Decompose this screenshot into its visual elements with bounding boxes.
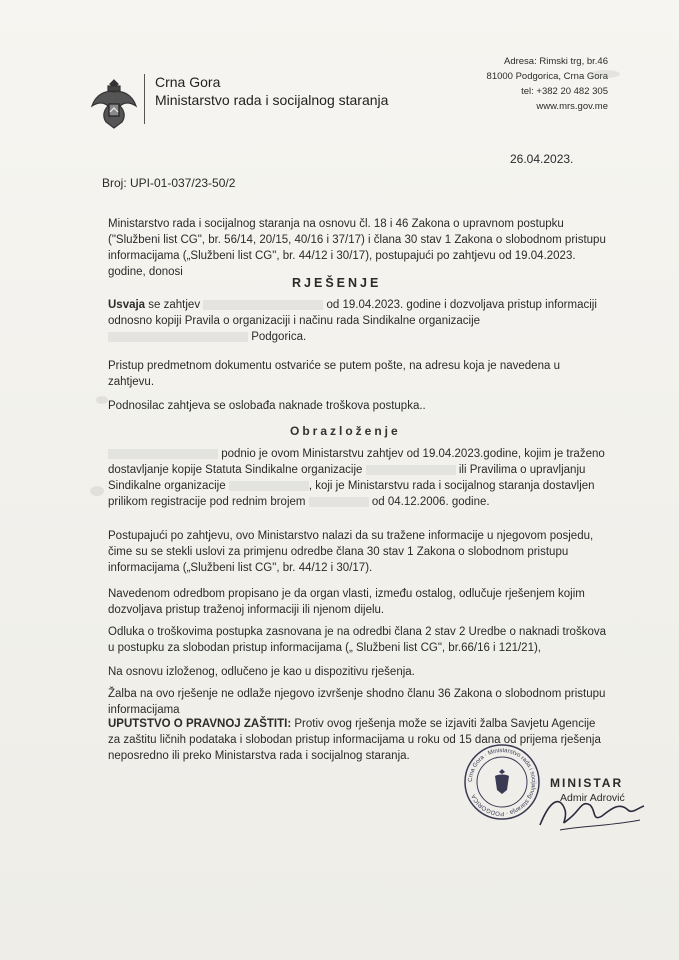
reasoning-title: Obrazloženje xyxy=(290,424,401,438)
decision-paragraph-2: Pristup predmetnom dokumentu ostvariće se putem pošte, na adresu koja je navedena u zahtjevu. xyxy=(108,360,560,388)
scan-smudge xyxy=(590,70,620,78)
handwritten-signature xyxy=(520,780,650,840)
decision-paragraph-3: Podnosilac zahtjeva se oslobađa naknade troškova postupka.. xyxy=(108,400,426,412)
address-city: 81000 Podgorica, Crna Gora xyxy=(486,71,608,82)
address-web: www.mrs.gov.me xyxy=(536,101,608,112)
reasoning-paragraph-1 xyxy=(108,446,608,510)
reasoning-paragraph-5: Na osnovu izloženog, odlučeno je kao u dispozitivu rješenja. xyxy=(108,666,415,678)
seal-text: Crna Gora · Ministarstvo rada i socijalnog staranja · PODGORICA xyxy=(467,747,537,817)
decision-verb: Usvaja xyxy=(108,299,146,311)
reasoning-text-b: ili Pravilima o upravljanju Sindikalne organizacije xyxy=(108,464,586,492)
scan-smudge xyxy=(90,486,104,496)
document-date: 26.04.2023. xyxy=(510,152,574,166)
reasoning-text-d: od 04.12.2006. godine. xyxy=(371,496,490,508)
legal-remedy-label: UPUTSTVO O PRAVNOJ ZAŠTITI: xyxy=(108,718,292,730)
intro-paragraph: Ministarstvo rada i socijalnog staranja na osnovu čl. 18 i 46 Zakona o upravnom postupku ("Službeni list CG", br. 56/14, 20/15, 40/16 i 37/17) i člana 30 stav 1 Zakona o slobodnom pristupu informacijama („Službeni list CG", br. 44/12 i 30/17), postupajući po zahtjevu od 19.04.2023. godine, donosi xyxy=(108,218,606,278)
signatory-name: Admir Adrović xyxy=(560,792,625,804)
signatory-title: MINISTAR xyxy=(550,776,624,790)
reasoning-paragraph-2: Postupajući po zahtjevu, ovo Ministarstvo nalazi da su tražene informacije u njegovom posjedu, čime su se stekli uslovi za primjenu odredbe člana 30 stav 1 Zakona o slobodnom pristupu informacijama („Službeni list CG", br. 44/12 i 30/17). xyxy=(108,530,594,574)
reasoning-paragraph-3: Navedenom odredbom propisano je da organ vlasti, između ostalog, odlučuje rješenjem kojim dozvoljava pristup traženoj informaciji ili njenom dijelu. xyxy=(108,588,585,616)
scan-smudge xyxy=(96,396,108,404)
decision-paragraph-1 xyxy=(108,297,608,345)
header-divider xyxy=(144,74,145,124)
legal-remedy-text: Protiv ovog rješenja može se izjaviti žalba Savjetu Agencije za zaštitu ličnih podataka i slobodan pristup informacijama u roku od 15 dana od prijema rješenja neposredno ili preko Ministarstva rada i socijalnog staranja. xyxy=(108,718,601,762)
redacted-applicant xyxy=(108,449,218,459)
address-line: Adresa: Rimski trg, br.46 xyxy=(503,56,608,67)
redacted-number xyxy=(309,497,369,507)
document-number: Broj: UPI-01-037/23-50/2 xyxy=(102,176,236,190)
redacted-organisation xyxy=(108,332,248,342)
redacted-name xyxy=(203,300,323,310)
decision-text-a: se zahtjev xyxy=(148,299,201,311)
address-phone: tel: +382 20 482 305 xyxy=(521,86,608,97)
reasoning-text-a: podnio je ovom Ministarstvu zahtjev od 19.04.2023.godine, kojim je traženo dostavljanje kopije Statuta Sindikalne organizacije xyxy=(108,448,605,476)
reasoning-text-c: , koji je Ministarstvu rada i socijalnog staranja dostavljen prilikom registracije pod rednim brojem xyxy=(108,480,595,508)
decision-text-b: od 19.04.2023. godine i dozvoljava pristup informaciji odnosno kopiji Pravila o organizaciji i načinu rada Sindikalne organizacije xyxy=(108,299,597,327)
reasoning-paragraph-4: Odluka o troškovima postupka zasnovana je na odredbi člana 2 stav 2 Uredbe o naknadi troškova u postupku za slobodan pristup informacijama („ Službeni list CG", br.66/16 i 121/21), xyxy=(108,626,606,654)
header-country: Crna Gora xyxy=(155,74,221,90)
montenegro-coat-of-arms-icon xyxy=(88,76,140,132)
decision-text-c: Podgorica. xyxy=(251,331,307,343)
redacted-organisation-2 xyxy=(366,465,456,475)
reasoning-paragraph-6: Žalba na ovo rješenje ne odlaže njegovo izvršenje shodno članu 36 Zakona o slobodnom pristupu informacijama xyxy=(108,688,606,716)
header-ministry: Ministarstvo rada i socijalnog staranja xyxy=(155,92,389,108)
redacted-organisation-3 xyxy=(229,481,309,491)
header-address xyxy=(468,54,608,114)
decision-title: RJEŠENJE xyxy=(292,276,382,290)
